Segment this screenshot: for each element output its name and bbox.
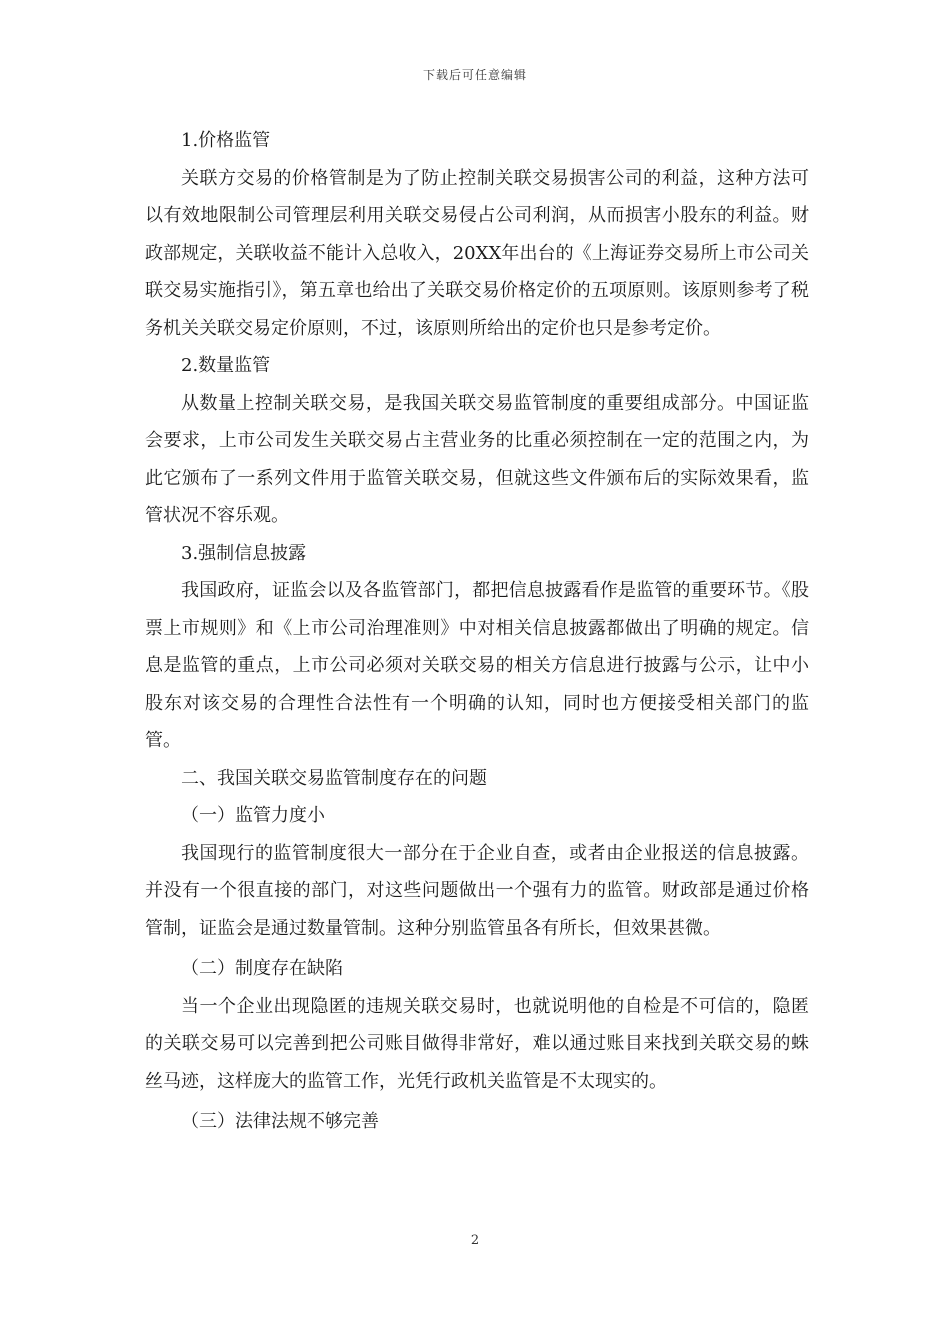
section-heading-price-supervision: 1.价格监管 (181, 130, 271, 151)
subheading-incomplete-laws: （三）法律法规不够完善 (181, 1111, 379, 1132)
paragraph-quantity-supervision: 从数量上控制关联交易，是我国关联交易监管制度的重要组成部分。中国证监会要求，上市公司发生关联交易占主营业务的比重必须控制在一定的范围之内，为此它颁布了一系列文件用于监管关联交易，但就这些文件颁布后的实际效果看，监管状况不容乐观。 (145, 392, 809, 526)
page-header: 下载后可任意编辑 (422, 68, 527, 82)
chapter-heading-problems: 二、我国关联交易监管制度存在的问题 (181, 767, 487, 789)
paragraph-information-disclosure: 我国政府，证监会以及各监管部门，都把信息披露看作是监管的重要环节。《股票上市规则》和《上市公司治理准则》中对相关信息披露都做出了明确的规定。信息是监管的重点，上市公司必须对关联交易的相关方信息进行披露与公示，让中小股东对该交易的合理性合法性有一个明确的认知，同时也方便接受相关部门的监管。 (145, 580, 809, 751)
section-heading-quantity-supervision: 2.数量监管 (181, 355, 271, 376)
page-number: 2 (470, 1233, 480, 1248)
document-body (145, 122, 809, 1141)
paragraph-system-defects: 当一个企业出现隐匿的违规关联交易时，也就说明他的自检是不可信的，隐匿的关联交易可以完善到把公司账目做得非常好，难以通过账目来找到关联交易的蛛丝马迹，这样庞大的监管工作，光凭行政机关监管是不太现实的。 (145, 995, 809, 1092)
paragraph-price-supervision: 关联方交易的价格管制是为了防止控制关联交易损害公司的利益，这种方法可以有效地限制公司管理层利用关联交易侵占公司利润，从而损害小股东的利益。财政部规定，关联收益不能计入总收入，20XX年出台的《上海证券交易所上市公司关联交易实施指引》，第五章也给出了关联交易价格定价的五项原则。该原则参考了税务机关关联交易定价原则，不过，该原则所给出的定价也只是参考定价。 (145, 167, 809, 339)
paragraph-weak-supervision: 我国现行的监管制度很大一部分在于企业自查，或者由企业报送的信息披露。并没有一个很直接的部门，对这些问题做出一个强有力的监管。财政部是通过价格管制，证监会是通过数量管制。这种分别监管虽各有所长，但效果甚微。 (145, 842, 809, 939)
subheading-system-defects: （二）制度存在缺陷 (181, 958, 343, 979)
subheading-weak-supervision: （一）监管力度小 (181, 805, 325, 826)
section-heading-information-disclosure: 3.强制信息披露 (181, 542, 307, 564)
